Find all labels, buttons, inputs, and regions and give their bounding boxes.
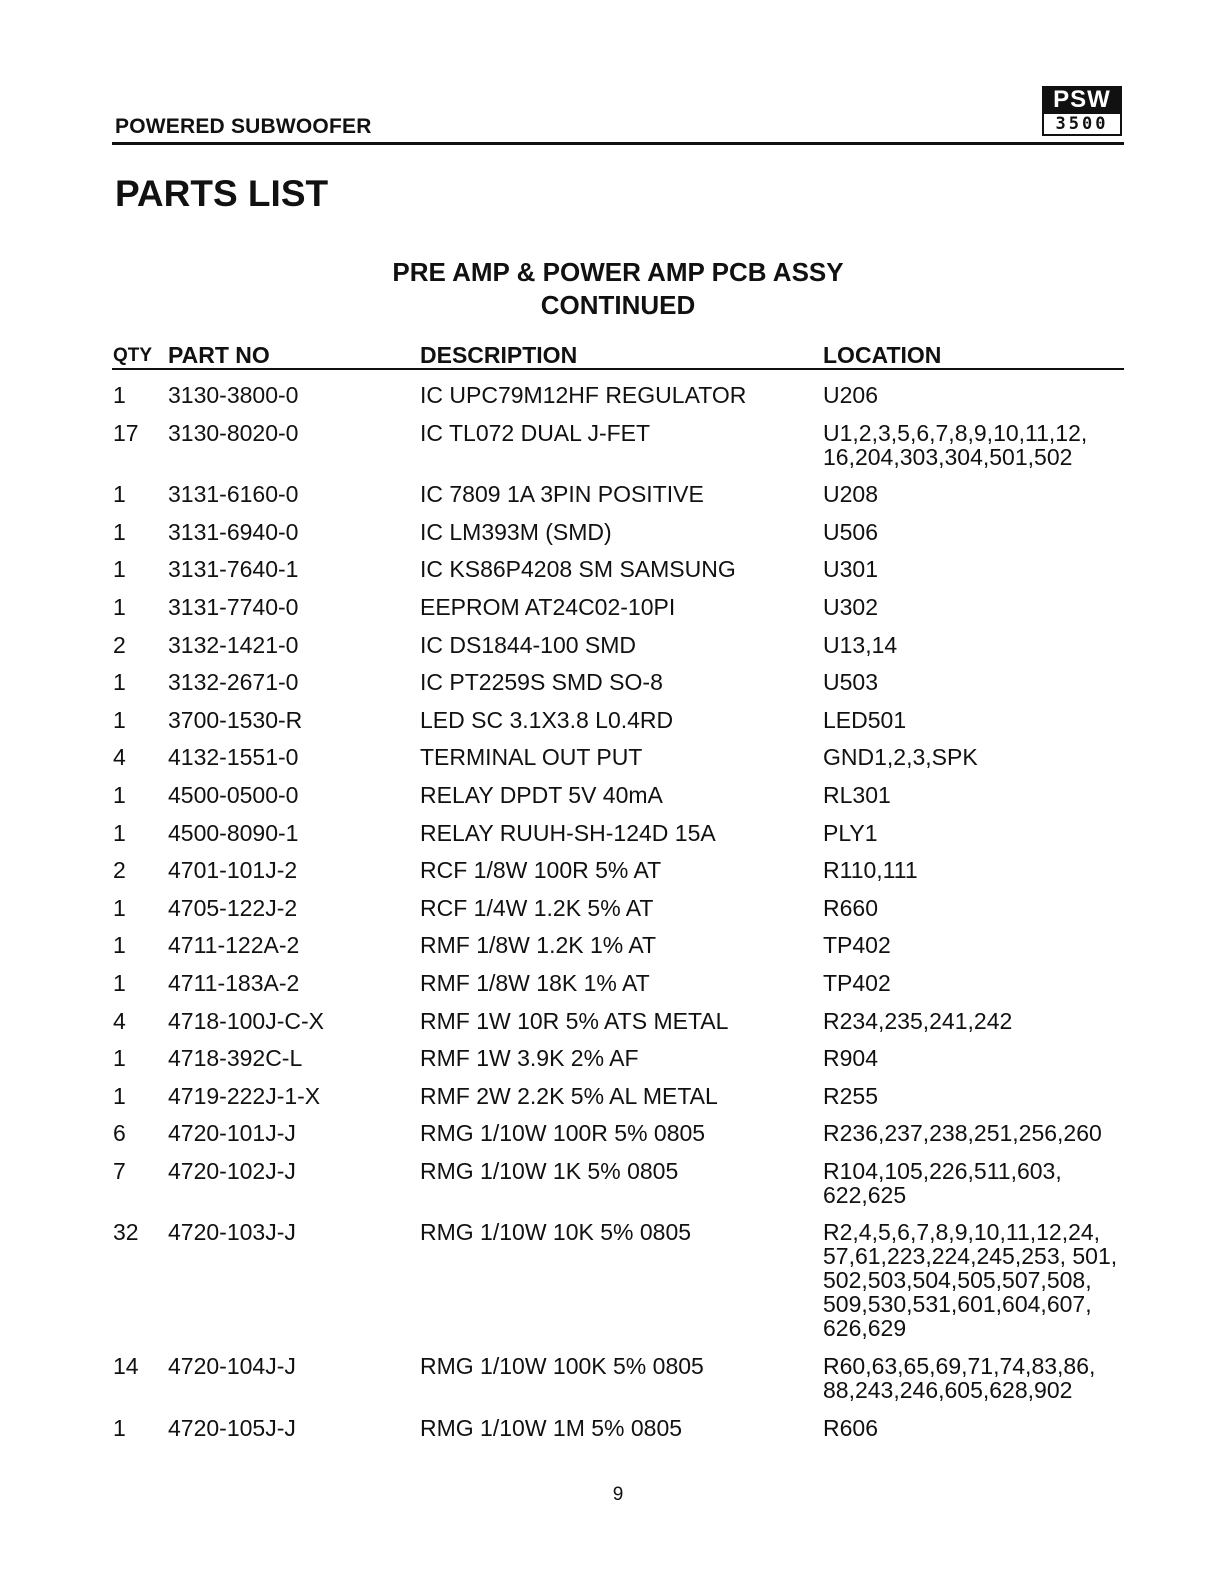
location-line: R110,111 xyxy=(823,857,918,884)
cell-location xyxy=(823,783,891,807)
cell-location xyxy=(823,1046,878,1070)
cell-qty: 4 xyxy=(113,1007,126,1034)
parts-table-row xyxy=(0,1220,1219,1354)
column-header-location: LOCATION xyxy=(823,342,942,368)
cell-location xyxy=(823,421,1087,469)
cell-qty: 1 xyxy=(113,1045,126,1072)
cell-location xyxy=(823,670,878,694)
page-title: PARTS LIST xyxy=(115,173,329,214)
cell-location xyxy=(823,745,978,769)
cell-qty: 2 xyxy=(113,631,126,658)
parts-table-row xyxy=(0,1084,1219,1122)
parts-table-row xyxy=(0,1046,1219,1084)
parts-table-row xyxy=(0,1159,1219,1221)
cell-location xyxy=(823,1009,1012,1033)
logo-model-bottom: 3500 xyxy=(1042,114,1122,136)
cell-qty: 32 xyxy=(113,1219,139,1246)
location-line: R236,237,238,251,256,260 xyxy=(823,1120,1102,1147)
location-line: R60,63,65,69,71,74,83,86, xyxy=(823,1353,1096,1380)
cell-part-no: 3131-6940-0 xyxy=(168,518,299,545)
cell-description: IC UPC79M12HF REGULATOR xyxy=(420,382,747,408)
location-line: TP402 xyxy=(823,969,891,996)
location-line: U1,2,3,5,6,7,8,9,10,11,12, xyxy=(823,419,1088,446)
cell-qty: 14 xyxy=(113,1353,139,1380)
location-line: R606 xyxy=(823,1414,878,1441)
location-line: PLY1 xyxy=(823,819,878,846)
location-line: 88,243,246,605,628,902 xyxy=(823,1377,1073,1404)
cell-location xyxy=(823,595,878,619)
parts-table-row xyxy=(0,421,1219,483)
location-line: 622,625 xyxy=(823,1181,907,1208)
location-line: LED501 xyxy=(823,706,907,733)
cell-qty: 1 xyxy=(113,1414,126,1441)
cell-description: RMF 1W 3.9K 2% AF xyxy=(420,1045,639,1072)
location-line: U208 xyxy=(823,481,878,508)
location-line: TP402 xyxy=(823,932,891,959)
location-line: R104,105,226,511,603, xyxy=(823,1157,1062,1184)
parts-table-body xyxy=(0,383,1219,1453)
cell-description: RCF 1/4W 1.2K 5% AT xyxy=(420,894,654,921)
location-line: U13,14 xyxy=(823,631,898,658)
cell-part-no: 4718-100J-C-X xyxy=(168,1007,324,1034)
cell-description: IC TL072 DUAL J-FET xyxy=(420,419,651,446)
parts-table-row xyxy=(0,858,1219,896)
cell-location xyxy=(823,971,891,995)
cell-part-no: 4500-8090-1 xyxy=(168,819,299,846)
parts-table-row xyxy=(0,383,1219,421)
cell-description: RMG 1/10W 10K 5% 0805 xyxy=(420,1219,692,1246)
parts-table-row xyxy=(0,557,1219,595)
cell-qty: 1 xyxy=(113,894,126,921)
cell-description: RELAY DPDT 5V 40mA xyxy=(420,781,663,808)
column-header-description: DESCRIPTION xyxy=(420,342,578,368)
cell-description: IC LM393M (SMD) xyxy=(420,518,612,545)
location-line: R2,4,5,6,7,8,9,10,11,12,24, xyxy=(823,1219,1101,1246)
header-divider xyxy=(112,142,1124,145)
parts-table-row xyxy=(0,821,1219,859)
cell-location xyxy=(823,1084,878,1108)
cell-description: RMG 1/10W 1M 5% 0805 xyxy=(420,1414,683,1441)
cell-description: RMG 1/10W 100K 5% 0805 xyxy=(420,1353,704,1380)
cell-qty: 1 xyxy=(113,669,126,696)
cell-qty: 1 xyxy=(113,481,126,508)
cell-qty: 6 xyxy=(113,1120,126,1147)
parts-table-row xyxy=(0,1354,1219,1416)
cell-location xyxy=(823,1354,1095,1402)
parts-table-row xyxy=(0,1416,1219,1454)
cell-part-no: 4720-103J-J xyxy=(168,1219,296,1246)
cell-description: IC KS86P4208 SM SAMSUNG xyxy=(420,556,736,583)
location-line: R660 xyxy=(823,894,878,921)
cell-part-no: 3130-8020-0 xyxy=(168,419,299,446)
parts-table-row xyxy=(0,896,1219,934)
cell-qty: 17 xyxy=(113,419,139,446)
cell-part-no: 4711-183A-2 xyxy=(168,969,300,996)
cell-location xyxy=(823,708,906,732)
parts-table-row xyxy=(0,595,1219,633)
psw-3500-logo xyxy=(1042,86,1122,136)
cell-description: RMF 1W 10R 5% ATS METAL xyxy=(420,1007,729,1034)
parts-table-row xyxy=(0,1009,1219,1047)
cell-part-no: 4720-105J-J xyxy=(168,1414,296,1441)
section-title-line-1: PRE AMP & POWER AMP PCB ASSY xyxy=(392,257,844,287)
parts-table-row xyxy=(0,520,1219,558)
cell-qty: 1 xyxy=(113,556,126,583)
parts-table-row xyxy=(0,971,1219,1009)
location-line: 509,530,531,601,604,607, xyxy=(823,1291,1092,1318)
table-header-divider xyxy=(112,368,1124,370)
location-line: 502,503,504,505,507,508, xyxy=(823,1267,1092,1294)
cell-location xyxy=(823,933,891,957)
cell-qty: 1 xyxy=(113,781,126,808)
cell-description: IC DS1844-100 SMD xyxy=(420,631,637,658)
cell-part-no: 3132-2671-0 xyxy=(168,669,299,696)
cell-part-no: 4711-122A-2 xyxy=(168,932,300,959)
document-header-title: POWERED SUBWOOFER xyxy=(115,115,372,138)
cell-part-no: 3131-6160-0 xyxy=(168,481,299,508)
cell-location xyxy=(823,633,897,657)
cell-location xyxy=(823,1416,878,1440)
location-line: R904 xyxy=(823,1045,878,1072)
cell-description: RMF 2W 2.2K 5% AL METAL xyxy=(420,1082,718,1109)
cell-location xyxy=(823,858,918,882)
cell-location xyxy=(823,1121,1102,1145)
cell-description: IC 7809 1A 3PIN POSITIVE xyxy=(420,481,704,508)
cell-part-no: 3130-3800-0 xyxy=(168,382,299,408)
location-line: GND1,2,3,SPK xyxy=(823,744,978,771)
parts-table-row xyxy=(0,933,1219,971)
cell-location xyxy=(823,557,878,581)
cell-part-no: 4720-102J-J xyxy=(168,1157,296,1184)
cell-description: RELAY RUUH-SH-124D 15A xyxy=(420,819,716,846)
cell-part-no: 4720-104J-J xyxy=(168,1353,296,1380)
logo-model-top: PSW xyxy=(1042,86,1122,114)
cell-location xyxy=(823,482,878,506)
cell-part-no: 3132-1421-0 xyxy=(168,631,299,658)
location-line: U301 xyxy=(823,556,878,583)
location-line: 57,61,223,224,245,253, 501, xyxy=(823,1243,1118,1270)
cell-qty: 1 xyxy=(113,1082,126,1109)
cell-description: RMG 1/10W 1K 5% 0805 xyxy=(420,1157,679,1184)
cell-part-no: 4701-101J-2 xyxy=(168,857,298,884)
parts-table-row xyxy=(0,708,1219,746)
cell-part-no: 4719-222J-1-X xyxy=(168,1082,321,1109)
cell-qty: 1 xyxy=(113,382,126,408)
parts-table-row xyxy=(0,783,1219,821)
cell-location xyxy=(823,383,878,407)
cell-part-no: 4705-122J-2 xyxy=(168,894,298,921)
cell-description: RMF 1/8W 18K 1% AT xyxy=(420,969,650,996)
page-number: 9 xyxy=(612,1484,624,1505)
cell-description: RMF 1/8W 1.2K 1% AT xyxy=(420,932,657,959)
cell-qty: 7 xyxy=(113,1157,126,1184)
cell-location xyxy=(823,520,878,544)
cell-description: RCF 1/8W 100R 5% AT xyxy=(420,857,662,884)
cell-qty: 4 xyxy=(113,744,126,771)
cell-location xyxy=(823,896,878,920)
location-line: 626,629 xyxy=(823,1315,907,1342)
column-header-part-no: PART NO xyxy=(168,342,270,368)
cell-description: TERMINAL OUT PUT xyxy=(420,744,643,771)
cell-part-no: 4720-101J-J xyxy=(168,1120,296,1147)
cell-part-no: 4718-392C-L xyxy=(168,1045,303,1072)
cell-qty: 2 xyxy=(113,857,126,884)
location-line: R234,235,241,242 xyxy=(823,1007,1013,1034)
section-title xyxy=(0,256,1219,322)
cell-qty: 1 xyxy=(113,819,126,846)
cell-description: EEPROM AT24C02-10PI xyxy=(420,593,676,620)
column-header-qty: QTY xyxy=(113,345,153,366)
cell-part-no: 4132-1551-0 xyxy=(168,744,299,771)
parts-table-row xyxy=(0,633,1219,671)
cell-part-no: 3131-7740-0 xyxy=(168,593,299,620)
cell-location xyxy=(823,1159,1062,1207)
location-line: U503 xyxy=(823,669,878,696)
parts-table-row xyxy=(0,670,1219,708)
cell-location xyxy=(823,1220,1117,1340)
cell-description: IC PT2259S SMD SO-8 xyxy=(420,669,663,696)
cell-part-no: 4500-0500-0 xyxy=(168,781,299,808)
cell-qty: 1 xyxy=(113,706,126,733)
location-line: U302 xyxy=(823,593,878,620)
parts-table-row xyxy=(0,745,1219,783)
location-line: U206 xyxy=(823,382,878,408)
cell-part-no: 3700-1530-R xyxy=(168,706,303,733)
cell-qty: 1 xyxy=(113,969,126,996)
parts-table-row xyxy=(0,482,1219,520)
location-line: RL301 xyxy=(823,781,891,808)
cell-qty: 1 xyxy=(113,518,126,545)
location-line: R255 xyxy=(823,1082,878,1109)
location-line: U506 xyxy=(823,518,878,545)
cell-location xyxy=(823,821,878,845)
section-title-line-2: CONTINUED xyxy=(540,290,696,320)
cell-part-no: 3131-7640-1 xyxy=(168,556,299,583)
parts-table-row xyxy=(0,1121,1219,1159)
location-line: 16,204,303,304,501,502 xyxy=(823,443,1073,470)
cell-description: LED SC 3.1X3.8 L0.4RD xyxy=(420,706,674,733)
cell-qty: 1 xyxy=(113,932,126,959)
cell-qty: 1 xyxy=(113,593,126,620)
cell-description: RMG 1/10W 100R 5% 0805 xyxy=(420,1120,706,1147)
